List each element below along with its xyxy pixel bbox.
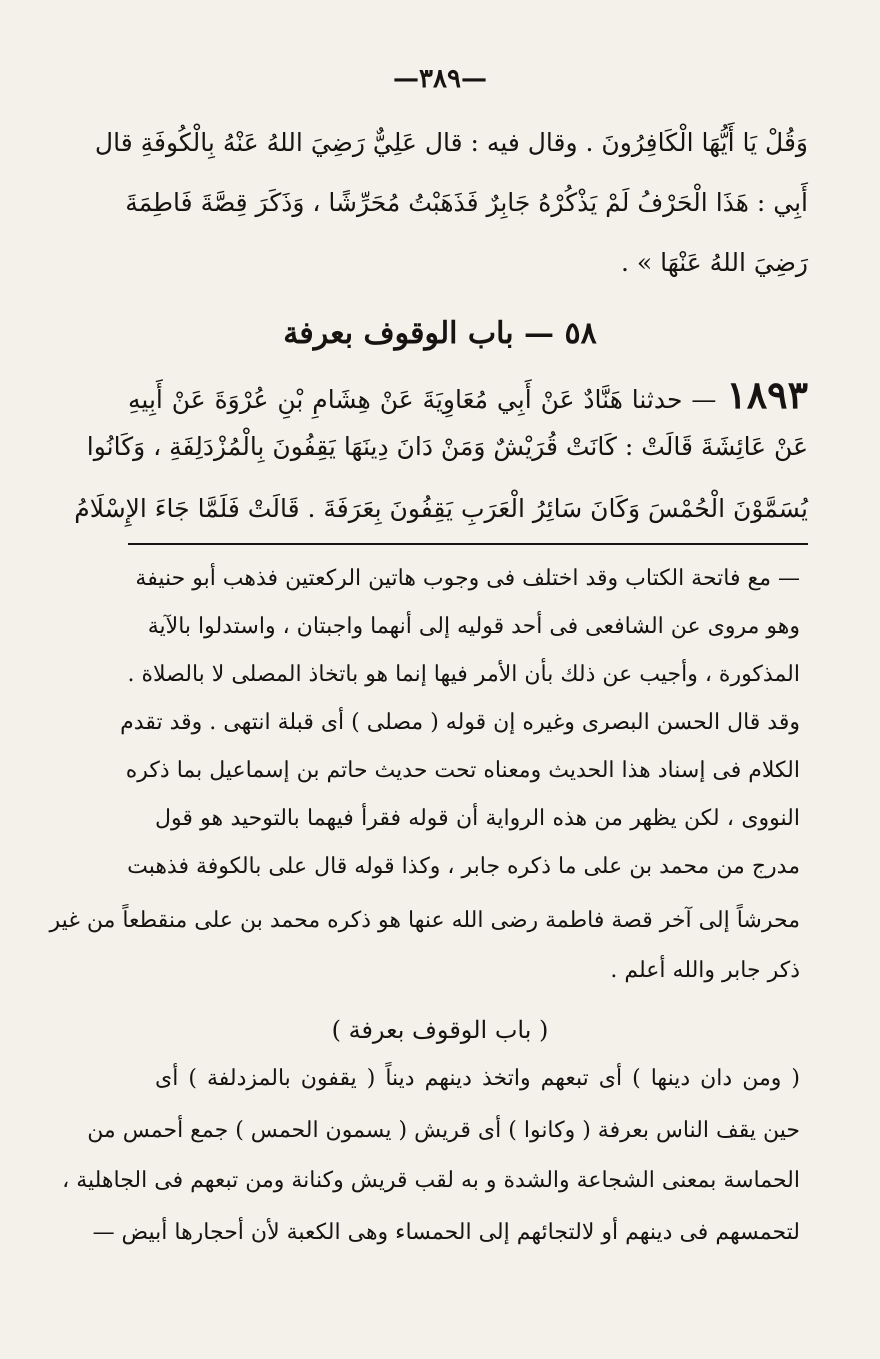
page-number: —٣٨٩— xyxy=(393,64,487,94)
footnote-line: ذكر جابر والله أعلم . xyxy=(610,958,800,983)
commentary-heading: ( باب الوقوف بعرفة ) xyxy=(331,1016,549,1044)
text-line: وَقُلْ يَا أَيُّهَا الْكَافِرُونَ . وقال فيه : قال عَلِيٌّ رَضِيَ اللهُ عَنْهُ بِالْكُوفَةِ قال xyxy=(94,128,808,157)
footnote-line: مدرج من محمد بن على ما ذكره جابر ، وكذا قوله قال على بالكوفة فذهبت xyxy=(127,854,800,879)
hadith-number: ١٨٩٣ xyxy=(726,372,808,417)
footnote-line: وهو مروى عن الشافعى فى أحد قوليه إلى أنهما واجبتان ، واستدلوا بالآية xyxy=(147,614,800,639)
hadith-first-line xyxy=(128,372,808,417)
chapter-heading: ٥٨ — باب الوقوف بعرفة xyxy=(283,316,597,351)
footnote-line: الكلام فى إسناد هذا الحديث ومعناه تحت حديث حاتم بن إسماعيل بما ذكره xyxy=(125,758,800,783)
text-line: رَضِيَ اللهُ عَنْهَا » . xyxy=(620,248,808,277)
commentary-line: الحماسة بمعنى الشجاعة والشدة و به لقب قريش وكنانة ومن تبعهم فى الجاهلية ، xyxy=(62,1168,800,1193)
footnote-line: وقد قال الحسن البصرى وغيره إن قوله ( مصلى ) أى قبلة انتهى . وقد تقدم xyxy=(120,710,800,735)
footnote-divider xyxy=(128,543,808,545)
footnote-line: النووى ، لكن يظهر من هذه الرواية أن قوله فقرأ فيهما بالتوحيد هو قول xyxy=(155,806,800,831)
text-line: أَبِي : هَذَا الْحَرْفُ لَمْ يَذْكُرْهُ جَابِرٌ فَذَهَبْتُ مُحَرِّشًا ، وَذَكَرَ قِصَّةَ فَاطِمَةَ xyxy=(125,188,808,217)
footnote-line: محرشاً إلى آخر قصة فاطمة رضى الله عنها هو ذكره محمد بن على منقطعاً من غير xyxy=(49,908,800,933)
text-line: عَنْ عَائِشَةَ قَالَتْ : كَانَتْ قُرَيْشٌ وَمَنْ دَانَ دِينَهَا يَقِفُونَ بِالْمُزْدَلِفَةِ ، وَكَانُوا xyxy=(86,432,808,461)
commentary-line: ( ومن دان دينها ) أى تبعهم واتخذ دينهم ديناً ( يقفون بالمزدلفة ) أى xyxy=(155,1066,800,1091)
footnote-line: — مع فاتحة الكتاب وقد اختلف فى وجوب هاتين الركعتين فذهب أبو حنيفة xyxy=(135,566,800,591)
footnote-line: المذكورة ، وأجيب عن ذلك بأن الأمر فيها إنما هو باتخاذ المصلى لا بالصلاة . xyxy=(127,662,800,687)
text-line: يُسَمَّوْنَ الْحُمْسَ وَكَانَ سَائِرُ الْعَرَبِ يَقِفُونَ بِعَرَفَةَ . قَالَتْ فَلَمَّا جَاءَ الإِسْلَامُ xyxy=(74,494,808,523)
commentary-line: حين يقف الناس بعرفة ( وكانوا ) أى قريش ( يسمون الحمس ) جمع أحمس من xyxy=(87,1118,800,1143)
text-line: — حدثنا هَنَّادٌ عَنْ أَبِي مُعَاوِيَةَ عَنْ هِشَامِ بْنِ عُرْوَةَ عَنْ أَبِيهِ xyxy=(128,385,717,414)
commentary-line: لتحمسهم فى دينهم أو لالتجائهم إلى الحمساء وهى الكعبة لأن أحجارها أبيض — xyxy=(92,1220,800,1245)
